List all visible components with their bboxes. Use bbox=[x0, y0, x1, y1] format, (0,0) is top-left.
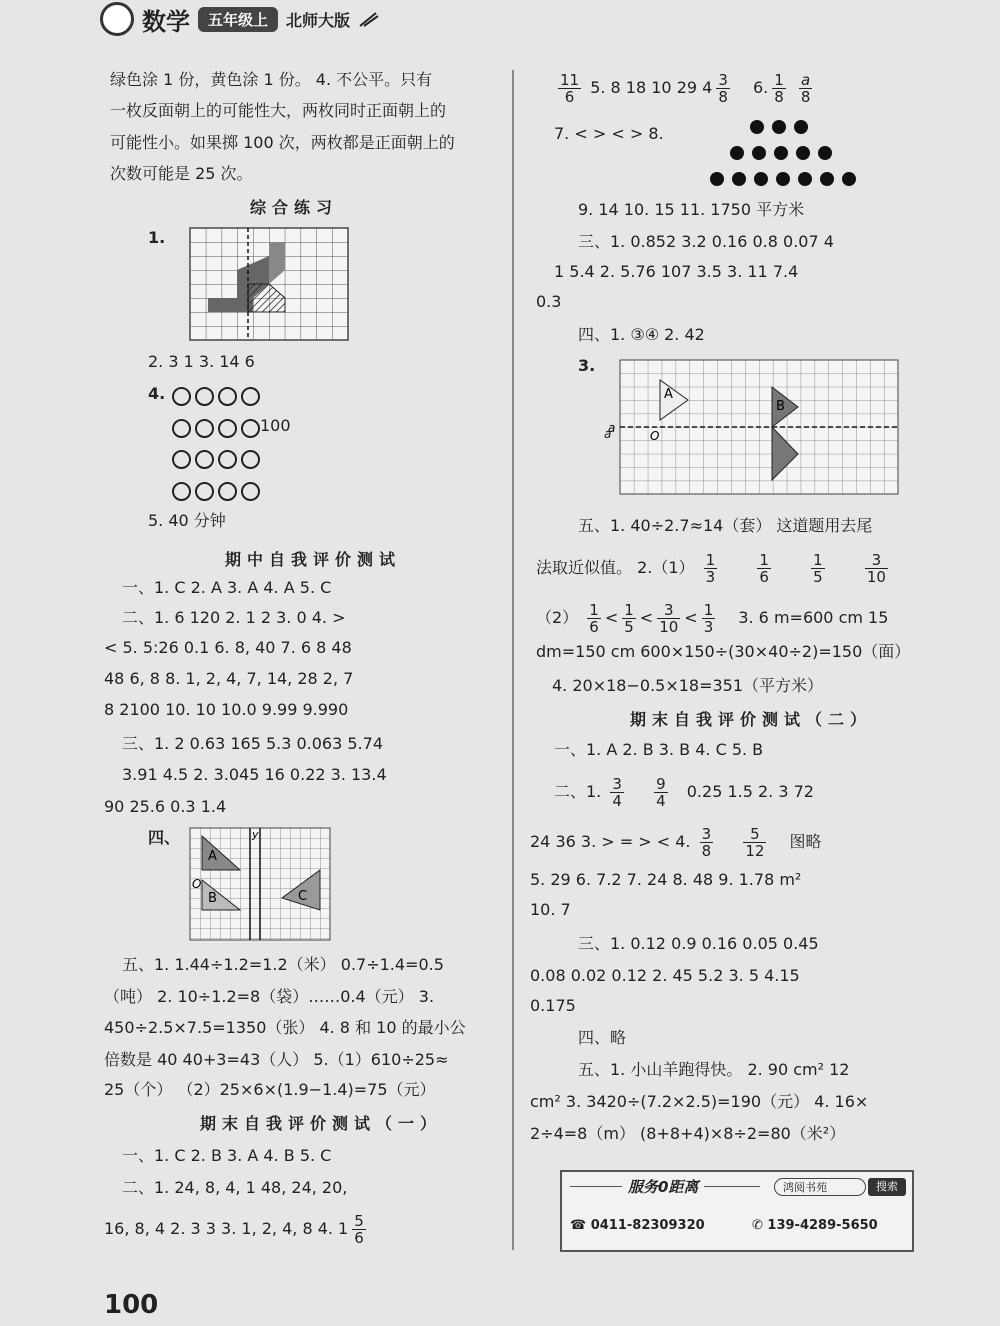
fraction: $\frac{3}{4}$ bbox=[612, 775, 622, 810]
q5-line: 5. 40 分钟 bbox=[148, 511, 226, 530]
q4-number: 100 bbox=[260, 416, 291, 435]
end1-line-1: 一、1. C 2. B 3. A 4. B 5. C bbox=[122, 1146, 332, 1165]
clock-icon bbox=[100, 2, 134, 36]
mid-line-8: 90 25.6 0.3 1.4 bbox=[104, 797, 227, 816]
grid2-label-o: O bbox=[192, 877, 202, 891]
grid3-label-o: O bbox=[650, 429, 660, 443]
fraction: $\frac{11}{6}$ bbox=[560, 71, 580, 106]
edition-label: 北师大版 bbox=[286, 10, 351, 30]
right-line-9: 五、1. 40÷2.7≈14（套） 这道题用去尾 bbox=[578, 516, 873, 535]
right-line-4: 三、1. 0.852 3.2 0.16 0.8 0.07 4 bbox=[578, 232, 834, 251]
grid3-label-a: A bbox=[664, 387, 673, 402]
right-line-3: 9. 14 10. 15 11. 1750 平方米 bbox=[578, 200, 805, 219]
right-line-5: 1 5.4 2. 5.76 107 3.5 3. 11 7.4 bbox=[554, 262, 799, 281]
section-heading-midterm: 期中自我评价测试 bbox=[225, 550, 402, 569]
fraction: $\frac{3}{8}$ bbox=[718, 71, 728, 106]
mid-line-1: 一、1. C 2. A 3. A 4. A 5. C bbox=[122, 578, 332, 597]
service-title: 服务0距离 bbox=[622, 1176, 704, 1197]
search-input[interactable]: 鸿阅书苑 bbox=[774, 1178, 866, 1196]
right-line-7: 四、1. ③④ 2. 42 bbox=[578, 325, 705, 344]
search-button[interactable]: 搜索 bbox=[868, 1178, 906, 1196]
header bbox=[100, 2, 380, 36]
right-line-11: （2） $\frac{1}{6}$ < $\frac{1}{5}$ < $\frac{3}{10}$ < $\frac{1}{3}$ 3. 6 m=600 cm 15 bbox=[536, 601, 889, 636]
fraction: $\frac{1}{3}$ bbox=[705, 551, 716, 586]
phone-2: ✆ 139-4289-5650 bbox=[752, 1218, 878, 1233]
end2-line-8: 0.175 bbox=[530, 996, 576, 1015]
end2-line-5: 10. 7 bbox=[530, 900, 571, 919]
circle-row-1 bbox=[172, 386, 264, 406]
mid-line-5: 8 2100 10. 10 10.0 9.99 9.990 bbox=[104, 700, 349, 719]
grid3-axis-label: a bbox=[608, 421, 616, 435]
fraction: $\frac{3}{10}$ bbox=[866, 551, 886, 586]
grid2-label-y: y bbox=[252, 828, 259, 841]
end1-line-3 bbox=[104, 1213, 370, 1246]
mid-line-4: 48 6, 8 8. 1, 2, 4, 7, 14, 28 2, 7 bbox=[104, 669, 354, 688]
fraction: $\frac{1}{5}$ bbox=[624, 601, 634, 636]
end2-line-11: cm² 3. 3420÷(7.2×2.5)=190（元） 4. 16× bbox=[530, 1092, 869, 1111]
grid3-label-b: B bbox=[776, 399, 785, 414]
grid2-label-a: A bbox=[208, 849, 217, 864]
section-heading-comprehensive: 综合练习 bbox=[250, 198, 339, 217]
right-line-2: 7. < > < > 8. bbox=[554, 124, 664, 143]
mid-line-2: 二、1. 6 120 2. 1 2 3. 0 4. > bbox=[122, 608, 346, 627]
mid-line-6: 三、1. 2 0.63 165 5.3 0.063 5.74 bbox=[122, 734, 384, 753]
grid-figure-1 bbox=[190, 228, 348, 340]
left-line-2: 一枚反面朝上的可能性大，两枚同时正面朝上的 bbox=[110, 101, 447, 120]
q1-label: 1. bbox=[148, 228, 166, 247]
page-number: 100 bbox=[104, 1290, 159, 1320]
phone-1: ☎ 0411-82309320 bbox=[570, 1218, 705, 1233]
right-line-12: dm=150 cm 600×150÷(30×40÷2)=150（面） bbox=[536, 642, 911, 661]
grid2-label-b: B bbox=[208, 891, 217, 906]
grid-figure-3 bbox=[608, 360, 898, 494]
mid-line-13: 倍数是 40 40+3=43（人） 5.（1）610÷25≈ bbox=[104, 1050, 449, 1069]
mid-line-10: 五、1. 1.44÷1.2=1.2（米） 0.7÷1.4=0.5 bbox=[122, 955, 444, 974]
left-line-1: 绿色涂 1 份，黄色涂 1 份。 4. 不公平。只有 bbox=[110, 70, 433, 89]
q4-label: 4. bbox=[148, 384, 166, 403]
circle-row-4 bbox=[172, 481, 264, 501]
q2-line: 2. 3 1 3. 14 6 bbox=[148, 352, 255, 371]
end1-line-2: 二、1. 24, 8, 4, 1 48, 24, 20, bbox=[122, 1178, 348, 1197]
fraction: $\frac{1}{6}$ bbox=[759, 551, 769, 586]
right-line-10: 法取近似值。 2.（1） $\frac{1}{3}$ $\frac{1}{6}$ $\frac{1}{5}$ $\frac{3}{10}$ bbox=[536, 551, 886, 586]
subject-title: 数学 bbox=[142, 7, 190, 36]
mid-line-12: 450÷2.5×7.5=1350（张） 4. 8 和 10 的最小公 bbox=[104, 1018, 466, 1037]
circle-row-3 bbox=[172, 449, 264, 469]
fraction: $\frac{5}{6}$ bbox=[354, 1212, 364, 1247]
service-box bbox=[560, 1170, 914, 1252]
end2-line-10: 五、1. 小山羊跑得快。 2. 90 cm² 12 bbox=[578, 1060, 850, 1079]
mid-line-7: 3.91 4.5 2. 3.045 16 0.22 3. 13.4 bbox=[122, 765, 387, 784]
left-line-4: 次数可能是 25 次。 bbox=[110, 164, 253, 183]
mid-line-11: （吨） 2. 10÷1.2=8（袋）……0.4（元） 3. bbox=[104, 987, 435, 1006]
fraction: $\frac{1}{5}$ bbox=[813, 551, 823, 586]
fraction: $\frac{1}{8}$ bbox=[774, 71, 784, 106]
right-line-1: $\frac{11}{6}$ 5. 8 18 10 29 4 $\frac{3}{8}$ 6. $\frac{1}{8}$ $\frac{a}{8}$ bbox=[560, 71, 811, 106]
end2-line-12: 2÷4=8（m） (8+8+4)×8÷2=80（米²） bbox=[530, 1124, 846, 1143]
fraction: $\frac{1}{6}$ bbox=[589, 601, 599, 636]
grade-badge: 五年级上 bbox=[198, 7, 278, 32]
right-line-8: 3. bbox=[578, 356, 596, 375]
mid-line-14: 25（个） （2）25×6×(1.9−1.4)=75（元） bbox=[104, 1080, 436, 1099]
fraction: $\frac{3}{8}$ bbox=[701, 825, 712, 860]
grid3-side-axis: a bbox=[604, 427, 612, 441]
right-line-13: 4. 20×18−0.5×18=351（平方米） bbox=[552, 676, 824, 695]
left-line-3: 可能性小。如果掷 100 次，两枚都是正面朝上的 bbox=[110, 133, 455, 152]
end2-line-6: 三、1. 0.12 0.9 0.16 0.05 0.45 bbox=[578, 934, 819, 953]
end2-line-9: 四、略 bbox=[578, 1028, 627, 1047]
end2-line-4: 5. 29 6. 7.2 7. 24 8. 48 9. 1.78 m² bbox=[530, 870, 802, 889]
section-heading-final2: 期末自我评价测试（二） bbox=[630, 710, 873, 729]
end2-line-1: 一、1. A 2. B 3. B 4. C 5. B bbox=[554, 740, 764, 759]
column-divider bbox=[512, 70, 514, 1250]
fraction: $\frac{9}{4}$ bbox=[656, 775, 666, 810]
grid-figure-2 bbox=[190, 828, 330, 940]
fraction: $\frac{a}{8}$ bbox=[800, 71, 811, 106]
section-heading-final1: 期末自我评价测试（一） bbox=[200, 1114, 443, 1133]
right-line-6: 0.3 bbox=[536, 292, 562, 311]
pen-icon bbox=[358, 10, 380, 28]
fraction: $\frac{5}{12}$ bbox=[745, 825, 765, 860]
end2-line-3: 24 36 3. > = > < 4. $\frac{3}{8}$ $\frac{5}{12}$ 图略 bbox=[530, 825, 822, 860]
circle-row-2 bbox=[172, 418, 264, 438]
grid2-label-c: C bbox=[298, 889, 308, 904]
mid-line-9: 四、 bbox=[148, 828, 181, 847]
mid-line-3: < 5. 5:26 0.1 6. 8, 40 7. 6 8 48 bbox=[104, 638, 352, 657]
end2-line-2: 二、1. $\frac{3}{4}$ $\frac{9}{4}$ 0.25 1.5 2. 3 72 bbox=[554, 775, 814, 810]
fraction: $\frac{1}{3}$ bbox=[703, 601, 714, 636]
end1-line-3-text: 16, 8, 4 2. 3 3 3. 1, 2, 4, 8 4. 1 bbox=[104, 1219, 349, 1238]
end2-line-7: 0.08 0.02 0.12 2. 45 5.2 3. 5 4.15 bbox=[530, 966, 800, 985]
fraction: $\frac{3}{10}$ bbox=[659, 601, 679, 636]
